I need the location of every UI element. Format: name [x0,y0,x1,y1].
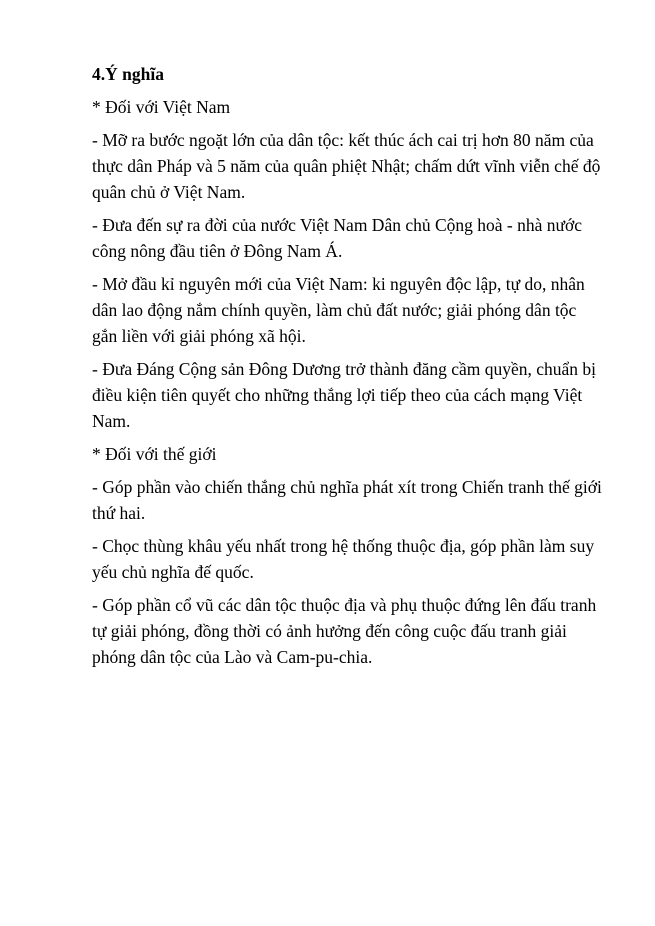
paragraph: - Mỡ ra bước ngoặt lớn của dân tộc: kết thúc ách cai trị hơn 80 năm của thực dân Pháp và 5 năm của quân phiệt Nhật; chấm dứt vĩnh viễn chế độ quân chủ ở Việt Nam. [92,130,601,202]
section-heading: 4.Ý nghĩa [92,64,164,84]
subheading-vietnam: * Đối với Việt Nam [92,97,231,117]
paragraph: - Đưa Đáng Cộng sản Đông Dương trở thành đăng cầm quyền, chuẩn bị điều kiện tiên quyết cho những thắng lợi tiếp theo của cách mạng Việt Nam. [92,359,597,431]
subheading-world: * Đối với thế giới [92,444,217,464]
paragraph: - Đưa đến sự ra đời của nước Việt Nam Dân chủ Cộng hoà - nhà nước công nông đầu tiên ở Đông Nam Á. [92,215,583,261]
paragraph: - Góp phần cổ vũ các dân tộc thuộc địa và phụ thuộc đứng lên đấu tranh tự giải phóng, đồng thời có ảnh hưởng đến công cuộc đấu tranh giải phóng dân tộc của Lào và Cam-pu-chia. [92,595,597,667]
document-body [92,61,602,677]
paragraph: - Góp phần vào chiến thắng chủ nghĩa phát xít trong Chiến tranh thế giới thứ hai. [92,477,602,523]
paragraph: - Mở đầu kỉ nguyên mới của Việt Nam: ki nguyên độc lập, tự do, nhân dân lao động nắm chính quyền, làm chủ đất nước; giải phóng dân tộc gắn liền với giải phóng xã hội. [92,274,585,346]
paragraph: - Chọc thùng khâu yếu nhất trong hệ thống thuộc địa, góp phần làm suy yếu chủ nghĩa đế quốc. [92,536,595,582]
